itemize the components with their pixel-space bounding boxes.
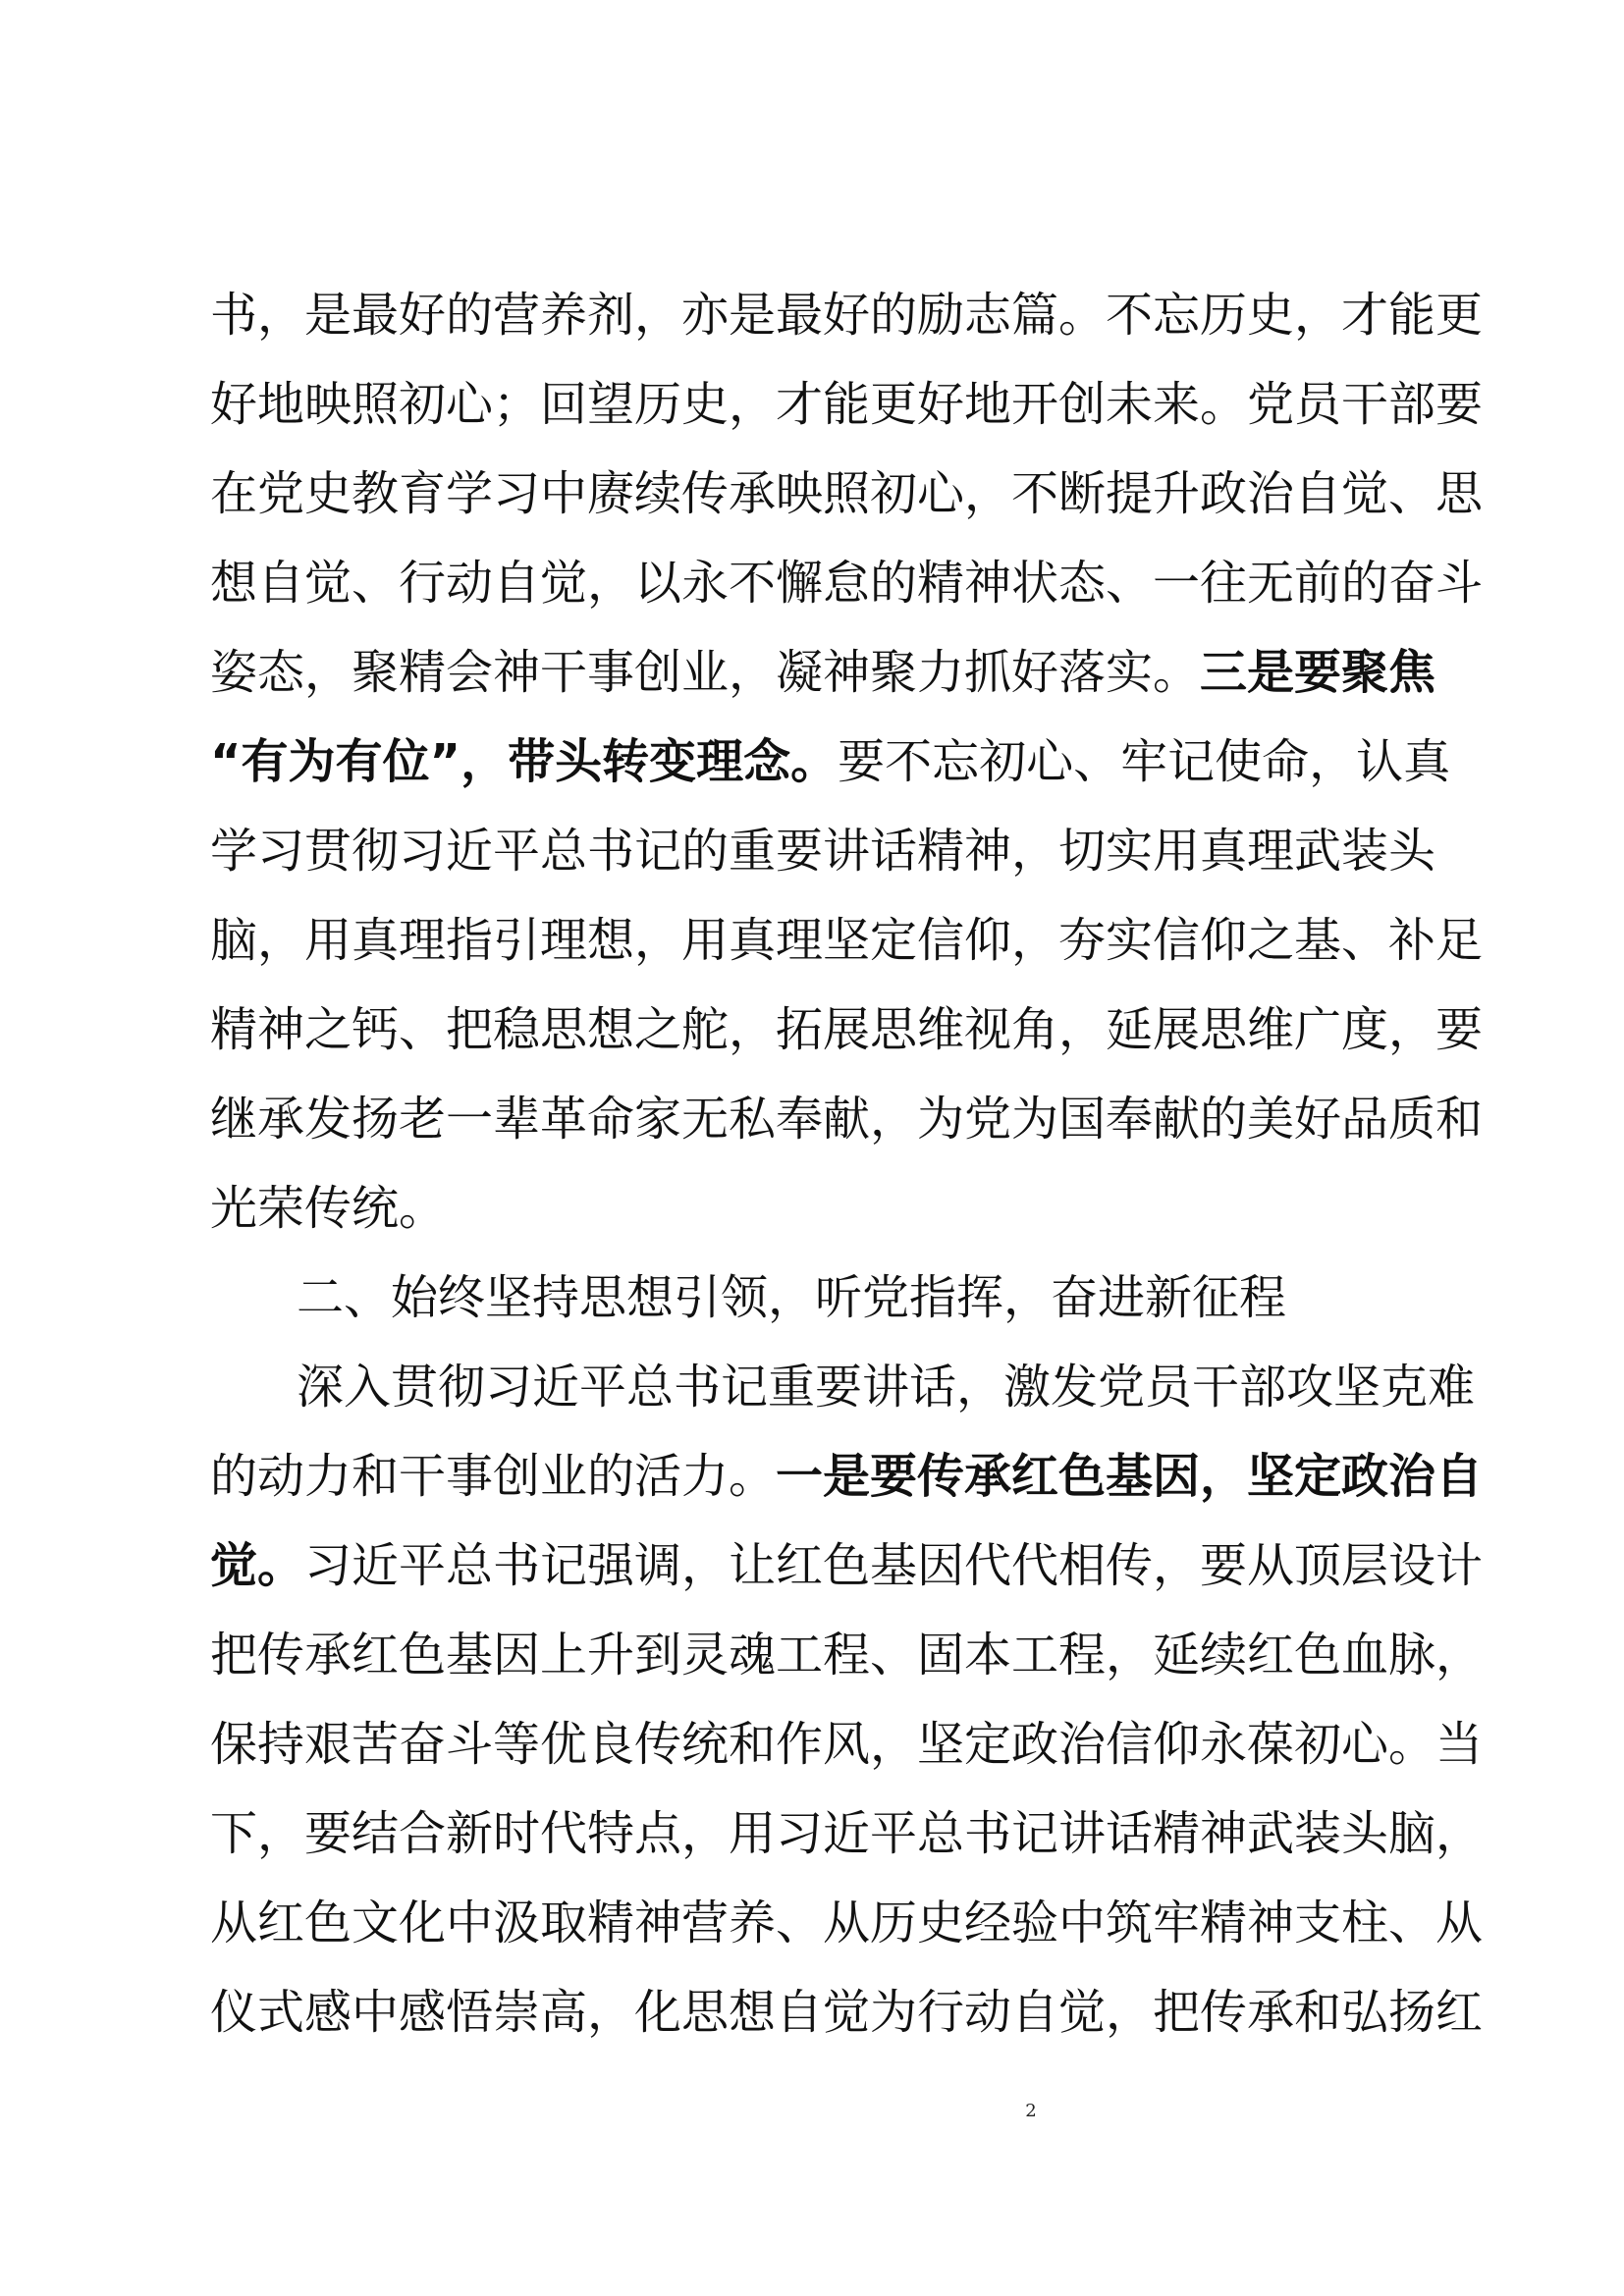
text-segment: 在党史教育学习中赓续传承映照初心，不断提升政治自觉、思 xyxy=(210,466,1484,521)
text-line xyxy=(210,1254,1428,1343)
text-line xyxy=(210,539,1484,628)
text-line xyxy=(210,450,1484,539)
text-line xyxy=(210,807,1436,896)
text-line xyxy=(210,1522,1484,1611)
text-segment: 光荣传统。 xyxy=(210,1181,447,1236)
document-body xyxy=(210,271,1484,2057)
text-line xyxy=(210,1611,1484,1700)
bold-text-segment: “有为有位”，带头转变理念。 xyxy=(210,734,839,789)
text-line xyxy=(210,986,1484,1075)
text-segment: 把传承红色基因上升到灵魂工程、固本工程，延续红色血脉， xyxy=(210,1628,1484,1682)
text-line xyxy=(210,271,1484,360)
bold-text-segment: 觉。 xyxy=(210,1538,305,1593)
text-segment: 学习贯彻习近平总书记的重要讲话精神，切实用真理武装头 xyxy=(210,824,1436,879)
text-segment: 仪式感中感悟崇高，化思想自觉为行动自觉，把传承和弘扬红 xyxy=(210,1985,1484,2040)
text-segment: 的动力和干事创业的活力。 xyxy=(210,1449,777,1504)
text-segment: 深入贯彻习近平总书记重要讲话，激发党员干部攻坚克难 xyxy=(297,1360,1476,1415)
text-segment: 下，要结合新时代特点，用习近平总书记讲话精神武装头脑， xyxy=(210,1806,1484,1861)
text-segment: 脑，用真理指引理想，用真理坚定信仰，夯实信仰之基、补足 xyxy=(210,913,1484,968)
text-line xyxy=(210,1343,1476,1432)
text-segment: 二、始终坚持思想引领，听党指挥，奋进新征程 xyxy=(297,1270,1287,1325)
text-line xyxy=(210,628,1436,718)
text-line xyxy=(210,1879,1484,1968)
text-line xyxy=(210,1700,1484,1789)
text-line xyxy=(210,1789,1484,1879)
text-segment: 习近平总书记强调，让红色基因代代相传，要从顶层设计 xyxy=(304,1538,1484,1593)
text-segment: 精神之钙、把稳思想之舵，拓展思维视角，延展思维广度，要 xyxy=(210,1002,1484,1057)
text-line xyxy=(210,1164,1428,1254)
page-number: 2 xyxy=(1025,2101,1037,2121)
text-line xyxy=(210,718,1451,807)
text-line xyxy=(210,896,1484,986)
text-segment: 要不忘初心、牢记使命，认真 xyxy=(838,734,1451,789)
text-line xyxy=(210,1075,1484,1164)
text-line xyxy=(210,1432,1484,1522)
text-segment: 想自觉、行动自觉，以永不懈怠的精神状态、一往无前的奋斗 xyxy=(210,556,1484,611)
text-segment: 从红色文化中汲取精神营养、从历史经验中筑牢精神支柱、从 xyxy=(210,1896,1484,1950)
bold-text-segment: 三是要聚焦 xyxy=(1200,645,1436,700)
text-segment: 书，是最好的营养剂，亦是最好的励志篇。不忘历史，才能更 xyxy=(210,288,1484,343)
bold-text-segment: 一是要传承红色基因，坚定政治自 xyxy=(776,1449,1484,1504)
text-segment: 保持艰苦奋斗等优良传统和作风，坚定政治信仰永葆初心。当 xyxy=(210,1717,1484,1772)
text-line xyxy=(210,1968,1484,2057)
text-segment: 姿态，聚精会神干事创业，凝神聚力抓好落实。 xyxy=(210,645,1201,700)
text-segment: 好地映照初心；回望历史，才能更好地开创未来。党员干部要 xyxy=(210,377,1484,432)
text-line xyxy=(210,360,1484,450)
text-segment: 继承发扬老一辈革命家无私奉献，为党为国奉献的美好品质和 xyxy=(210,1092,1484,1147)
